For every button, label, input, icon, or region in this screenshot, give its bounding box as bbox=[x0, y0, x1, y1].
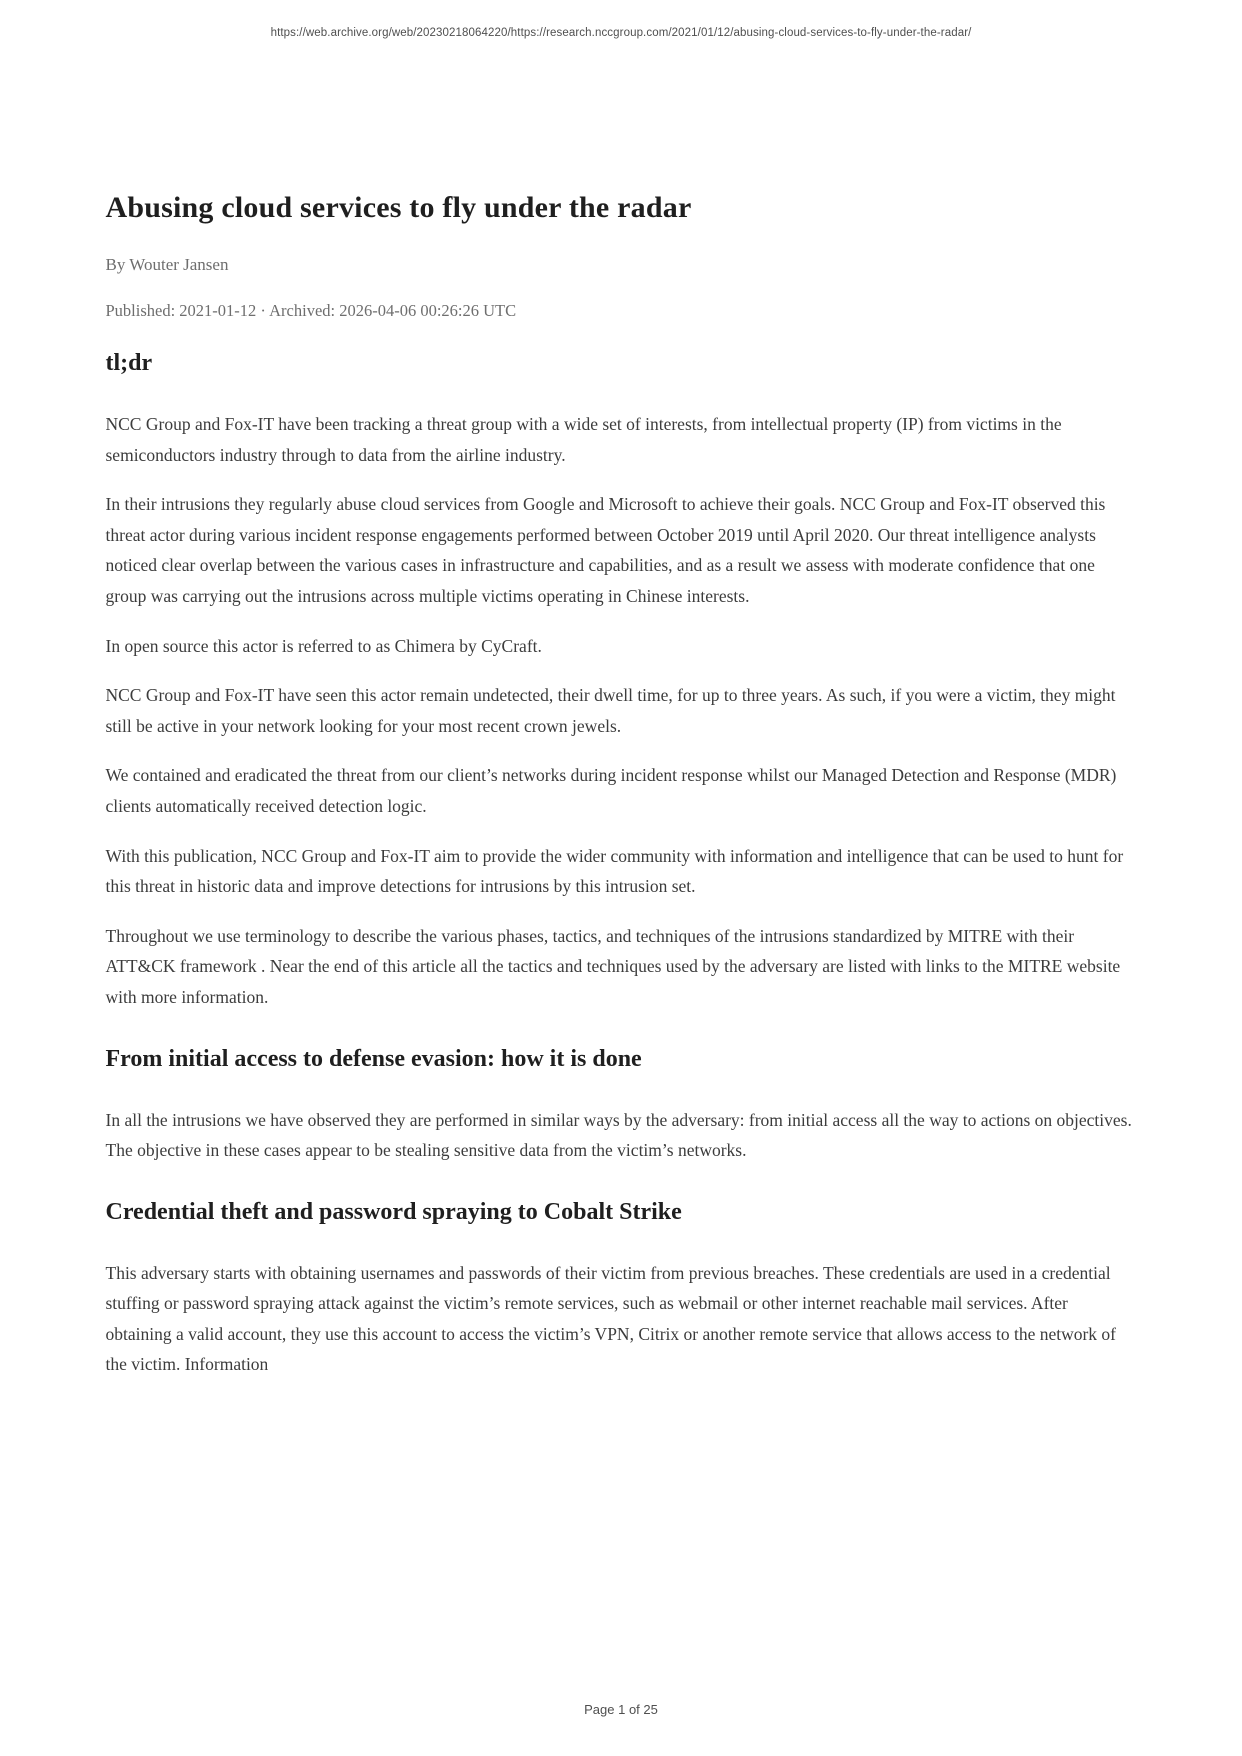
article-publish-meta: Published: 2021-01-12 · Archived: 2026-04-06 00:26:26 UTC bbox=[105, 301, 517, 320]
paragraph-tldr-1: NCC Group and Fox-IT have been tracking a threat group with a wide set of interests, from intellectual property (IP) from victims in the semiconductors industry through to data from the airline industry. bbox=[105, 414, 1062, 465]
article-title: Abusing cloud services to fly under the radar bbox=[105, 191, 692, 224]
paragraph-initial-access-1: In all the intrusions we have observed they are performed in similar ways by the adversary: from initial access all the way to actions on objectives. The objective in these cases appear to be stealing sensitive data from the victim’s networks. bbox=[105, 1109, 1132, 1161]
paragraph-tldr-5: We contained and eradicated the threat from our client’s networks during incident response whilst our Managed Detection and Response (MDR) clients automatically received detection logic. bbox=[105, 765, 1117, 816]
article-byline: By Wouter Jansen bbox=[105, 255, 229, 274]
paragraph-tldr-7: Throughout we use terminology to describe the various phases, tactics, and techniques of the intrusions standardized by MITRE with their ATT&CK framework . Near the end of this article all the tactics and techniques used by the adversary are listed with links to the MITRE website with more information. bbox=[105, 925, 1121, 1007]
section-heading-credential-theft: Credential theft and password spraying to Cobalt Strike bbox=[105, 1198, 682, 1225]
article-content bbox=[106, 190, 1137, 1380]
section-heading-tldr: tl;dr bbox=[105, 350, 153, 376]
section-heading-initial-access: From initial access to defense evasion: how it is done bbox=[105, 1045, 642, 1072]
paragraph-tldr-3: In open source this actor is referred to as Chimera by CyCraft. bbox=[105, 635, 542, 656]
archive-url-header: https://web.archive.org/web/20230218064220/https://research.nccgroup.com/2021/01/12/abusing-cloud-services-to-fly-under-the-radar/ bbox=[270, 27, 972, 39]
paragraph-tldr-6: With this publication, NCC Group and Fox-IT aim to provide the wider community with information and intelligence that can be used to hunt for this threat in historic data and improve detections for intrusions by this intrusion set. bbox=[105, 845, 1124, 897]
page-number: Page 1 of 25 bbox=[584, 1702, 658, 1717]
paragraph-credential-theft-1: This adversary starts with obtaining usernames and passwords of their victim from previous breaches. These credentials are used in a credential stuffing or password spraying attack against the victim’s remote services, such as webmail or other internet reachable mail services. After obtaining a valid account, they use this account to access the victim’s VPN, Citrix or another remote service that allows access to the network of the victim. Information bbox=[105, 1262, 1117, 1375]
paragraph-tldr-4: NCC Group and Fox-IT have seen this actor remain undetected, their dwell time, for up to three years. As such, if you were a victim, they might still be active in your network looking for your most recent crown jewels. bbox=[105, 685, 1116, 736]
paragraph-tldr-2: In their intrusions they regularly abuse cloud services from Google and Microsoft to achieve their goals. NCC Group and Fox-IT observed this threat actor during various incident response engagements performed between October 2019 until April 2020. Our threat intelligence analysts noticed clear overlap between the various cases in infrastructure and capabilities, and as a result we assess with moderate confidence that one group was carrying out the intrusions across multiple victims operating in Chinese interests. bbox=[105, 494, 1106, 606]
